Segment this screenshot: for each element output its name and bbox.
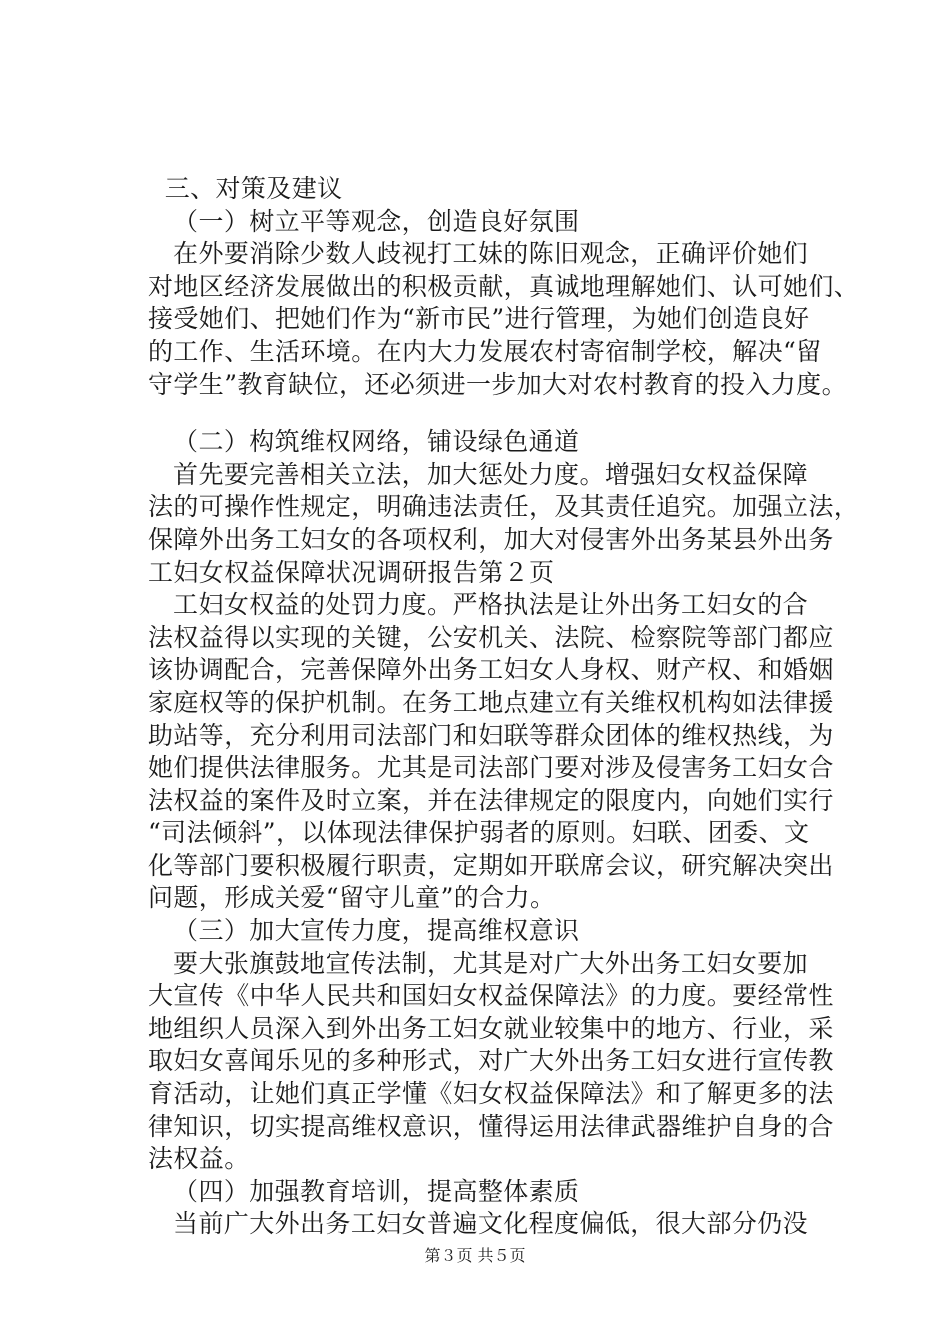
text-line: 法权益的案件及时立案，并在法律规定的限度内，向她们实行	[148, 785, 834, 815]
text-line: 地组织人员深入到外出务工妇女就业较集中的地方、行业，采	[148, 1013, 834, 1043]
text-line: 律知识，切实提高维权意识，懂得运用法律武器维护自身的合	[148, 1111, 834, 1141]
text-line: 的工作、生活环境。在内大力发展农村寄宿制学校，解决“留	[148, 336, 822, 366]
text-line: 法权益得以实现的关键，公安机关、法院、检察院等部门都应	[148, 622, 834, 652]
text-line: 大宣传《中华人民共和国妇女权益保障法》的力度。要经常性	[148, 981, 834, 1011]
text-line: 育活动，让她们真正学懂《妇女权益保障法》和了解更多的法	[148, 1079, 834, 1109]
page-footer: 第３页 共５页	[424, 1246, 526, 1265]
text-line: 当前广大外出务工妇女普遍文化程度偏低，很大部分仍没	[148, 1209, 809, 1239]
text-line: （三）加大宣传力度，提高维权意识	[148, 916, 580, 946]
text-line: 工妇女权益的处罚力度。严格执法是让外出务工妇女的合	[148, 590, 809, 620]
text-line: 首先要完善相关立法，加大惩处力度。增强妇女权益保障	[148, 459, 809, 489]
text-line: 问题，形成关爱“留守儿童”的合力。	[148, 883, 556, 913]
text-line: 法权益。	[148, 1144, 250, 1174]
text-line: 家庭权等的保护机制。在务工地点建立有关维权机构如法律援	[148, 687, 834, 717]
text-line: 她们提供法律服务。尤其是司法部门要对涉及侵害务工妇女合	[148, 753, 834, 783]
document-body	[148, 173, 860, 1241]
text-line: 化等部门要积极履行职责，定期如开联席会议，研究解决突出	[148, 850, 834, 880]
text-line: 法的可操作性规定，明确违法责任，及其责任追究。加强立法，	[148, 492, 860, 522]
text-line: （一）树立平等观念，创造良好氛围	[148, 206, 580, 236]
text-line: 工妇女权益保障状况调研报告第２页	[148, 557, 555, 587]
text-line: 对地区经济发展做出的积极贡献，真诚地理解她们、认可她们、	[148, 271, 860, 301]
text-line: 守学生”教育缺位，还必须进一步加大对农村教育的投入力度。	[148, 369, 847, 399]
text-line: 三、对策及建议	[148, 174, 343, 203]
text-line: 助站等，充分利用司法部门和妇联等群众团体的维权热线，为	[148, 720, 834, 750]
paragraph-gap	[148, 401, 828, 426]
text-line: “司法倾斜”，以体现法律保护弱者的原则。妇联、团委、文	[148, 818, 810, 848]
text-line: 在外要消除少数人歧视打工妹的陈旧观念，正确评价她们	[148, 239, 809, 269]
text-line: 保障外出务工妇女的各项权利，加大对侵害外出务某县外出务	[148, 524, 834, 554]
text-line: 要大张旗鼓地宣传法制，尤其是对广大外出务工妇女要加	[148, 948, 809, 978]
text-line: 该协调配合，完善保障外出务工妇女人身权、财产权、和婚姻	[148, 655, 834, 685]
text-line: （二）构筑维权网络，铺设绿色通道	[148, 427, 580, 457]
text-line: 取妇女喜闻乐见的多种形式，对广大外出务工妇女进行宣传教	[148, 1046, 834, 1076]
text-line: 接受她们、把她们作为“新市民”进行管理，为她们创造良好	[148, 304, 810, 334]
text-line: （四）加强教育培训，提高整体素质	[148, 1176, 580, 1206]
